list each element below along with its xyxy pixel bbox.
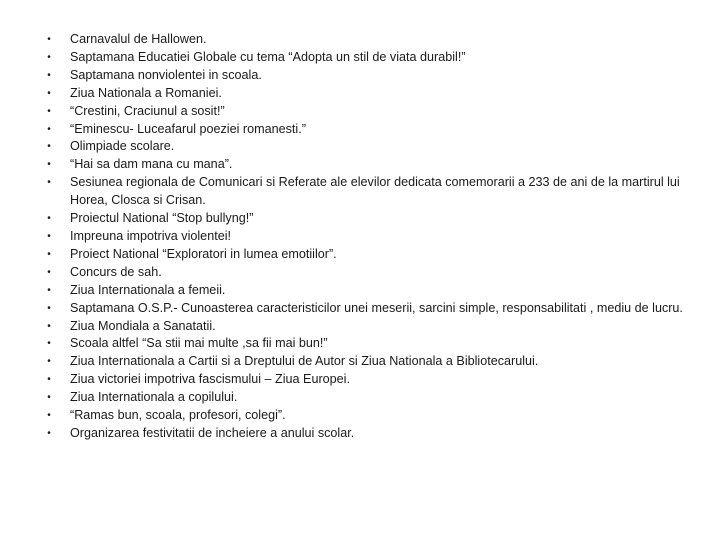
list-item-text: Sesiunea regionala de Comunicari si Referate ale elevilor dedicata comemorarii a 233 de ani de la martirul lui Horea, Closca si Crisan.: [70, 175, 680, 208]
list-item: [44, 318, 704, 336]
bullet-icon: •: [47, 34, 51, 45]
bullet-icon: •: [47, 123, 51, 135]
list-item-text: Concurs de sah.: [70, 264, 162, 279]
list-item: [44, 121, 704, 139]
activities-list: [44, 31, 704, 443]
list-item: [44, 138, 704, 156]
bullet-icon: •: [47, 427, 51, 439]
bullet-icon: •: [47, 356, 51, 368]
list-item-text: Ziua Nationala a Romaniei.: [70, 85, 222, 100]
list-item-text: “Hai sa dam mana cu mana”.: [70, 157, 233, 172]
list-item-text: “Crestini, Craciunul a sosit!”: [70, 103, 225, 118]
list-item-text: Saptamana O.S.P.- Cunoasterea caracteristicilor unei meserii, sarcini simple, responsabilitati , mediu de lucru.: [70, 300, 683, 315]
list-item-text: Organizarea festivitatii de incheiere a anului scolar.: [70, 425, 355, 440]
list-item: [44, 300, 704, 318]
list-item: [44, 67, 704, 85]
list-item: [44, 353, 704, 371]
list-item-text: Scoala altfel “Sa stii mai multe ,sa fii mai bun!”: [70, 336, 328, 351]
list-item-text: Saptamana nonviolentei in scoala.: [70, 67, 262, 82]
bullet-icon: •: [47, 177, 51, 189]
bullet-icon: •: [47, 213, 51, 225]
list-item-text: Proiectul National “Stop bullyng!”: [70, 211, 254, 226]
list-item-text: Proiect National “Exploratori in lumea emotiilor”.: [70, 246, 337, 261]
list-item: [44, 49, 704, 67]
list-item-text: “Eminescu- Luceafarul poeziei romanesti.”: [70, 121, 306, 136]
list-item-text: Olimpiade scolare.: [70, 139, 175, 154]
list-item: [44, 407, 704, 425]
list-item: [44, 210, 704, 228]
bullet-icon: •: [47, 338, 51, 350]
list-item-text: Ziua Internationala a copilului.: [70, 390, 238, 405]
bullet-icon: •: [47, 87, 51, 99]
list-item: [44, 103, 704, 121]
list-item: [44, 228, 704, 246]
list-item: [44, 389, 704, 407]
list-item-text: Ziua victoriei impotriva fascismului – Ziua Europei.: [70, 372, 350, 387]
bullet-icon: •: [47, 69, 51, 81]
bullet-icon: •: [47, 284, 51, 296]
bullet-icon: •: [47, 141, 51, 153]
bullet-icon: •: [47, 230, 51, 242]
list-item: [44, 174, 704, 210]
list-item: [44, 264, 704, 282]
list-item-text: Ziua Mondiala a Sanatatii.: [70, 318, 216, 333]
list-item: [44, 371, 704, 389]
list-item-text: Ziua Internationala a femeii.: [70, 282, 226, 297]
bullet-icon: •: [47, 51, 51, 63]
bullet-icon: •: [47, 410, 51, 422]
bullet-icon: •: [47, 105, 51, 117]
list-item-text: Saptamana Educatiei Globale cu tema “Adopta un stil de viata durabil!”: [70, 49, 466, 64]
list-item-text: Carnavalul de Hallowen.: [70, 32, 207, 46]
bullet-icon: •: [47, 374, 51, 386]
bullet-icon: •: [47, 320, 51, 332]
list-item-text: Impreuna impotriva violentei!: [70, 228, 231, 243]
bullet-icon: •: [47, 392, 51, 404]
bullet-icon: •: [47, 159, 51, 171]
list-item: [44, 85, 704, 103]
list-item: [44, 335, 704, 353]
list-item: [44, 246, 704, 264]
list-item: [44, 156, 704, 174]
list-item-text: Ziua Internationala a Cartii si a Dreptului de Autor si Ziua Nationala a Bibliotecarului.: [70, 354, 539, 369]
bullet-icon: •: [47, 302, 51, 314]
bullet-icon: •: [47, 248, 51, 260]
bullet-icon: •: [47, 266, 51, 278]
list-item: [44, 282, 704, 300]
list-item: [44, 425, 704, 443]
list-item: [44, 31, 704, 49]
list-item-text: “Ramas bun, scoala, profesori, colegi”.: [70, 408, 286, 423]
